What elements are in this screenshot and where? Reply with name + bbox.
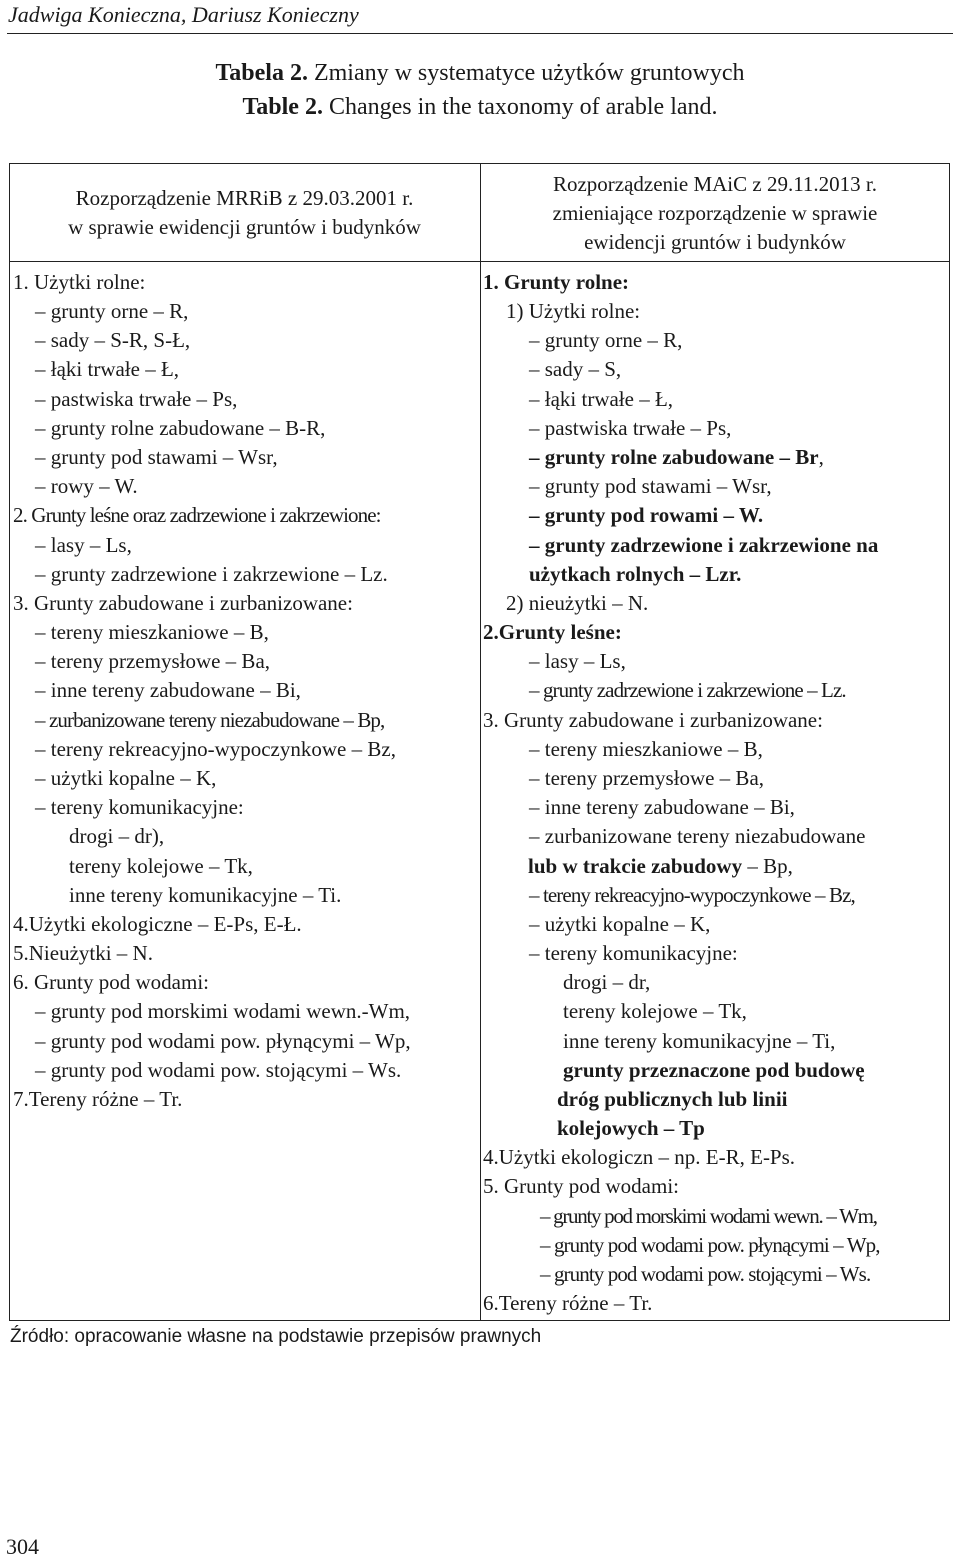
title-pl: Tabela 2. Zmiany w systematyce użytków gruntowych [215, 60, 745, 86]
list-item: – zurbanizowane tereny niezabudowane – Bp, [35, 708, 385, 732]
list-item: – grunty pod stawami – Wsr, [529, 474, 772, 498]
list-item: – grunty rolne zabudowane – B-R, [35, 416, 326, 440]
list-item: – pastwiska trwałe – Ps, [529, 416, 732, 440]
page-number: 304 [6, 1534, 39, 1559]
list-item: – tereny przemysłowe – Ba, [529, 766, 765, 790]
list-item: 3. Grunty zabudowane i zurbanizowane: [483, 708, 823, 732]
title-en: Table 2. Changes in the taxonomy of arable land. [242, 94, 718, 120]
list-item: tereny kolejowe – Tk, [69, 854, 253, 878]
list-item: 6. Grunty pod wodami: [13, 970, 209, 994]
list-item: – grunty pod morskimi wodami wewn. – Wm, [540, 1204, 877, 1228]
list-item: – grunty pod wodami pow. płynącymi – Wp, [35, 1029, 411, 1053]
list-item: grunty przeznaczone pod budowę [563, 1058, 865, 1082]
list-item: – lasy – Ls, [529, 649, 626, 673]
list-item: 1) Użytki rolne: [506, 299, 641, 323]
list-item: – tereny mieszkaniowe – B, [529, 737, 763, 761]
list-item: – grunty pod wodami pow. płynącymi – Wp, [540, 1233, 880, 1257]
list-item: – pastwiska trwałe – Ps, [35, 387, 238, 411]
list-item: użytkach rolnych – Lzr. [529, 562, 742, 586]
list-item: – inne tereny zabudowane – Bi, [35, 678, 301, 702]
list-item: 4.Użytki ekologiczn – np. E-R, E-Ps. [483, 1145, 796, 1169]
list-item: 2) nieużytki – N. [506, 591, 649, 615]
list-item: 5.Nieużytki – N. [13, 941, 153, 965]
list-item: – sady – S, [529, 357, 622, 381]
list-item: – grunty pod wodami pow. stojącymi – Ws. [35, 1058, 402, 1082]
list-item: inne tereny komunikacyjne – Ti, [563, 1029, 836, 1053]
header-divider [9, 261, 950, 262]
list-item: lub w trakcie zabudowy – Bp, [528, 854, 793, 878]
list-item: – grunty zadrzewione i zakrzewione – Lz. [529, 678, 846, 702]
list-item: inne tereny komunikacyjne – Ti. [69, 883, 342, 907]
list-item: – grunty orne – R, [529, 328, 683, 352]
list-item: tereny kolejowe – Tk, [563, 999, 747, 1023]
list-item: – zurbanizowane tereny niezabudowane [529, 824, 866, 848]
list-item: – użytki kopalne – K, [35, 766, 217, 790]
list-item: – grunty pod stawami – Wsr, [35, 445, 278, 469]
list-item: 5. Grunty pod wodami: [483, 1174, 679, 1198]
column-divider [480, 163, 481, 1321]
left-column-header: Rozporządzenie MRRiB z 29.03.2001 r. w sprawie ewidencji gruntów i budynków [68, 186, 421, 239]
list-item: – grunty orne – R, [35, 299, 189, 323]
list-item: – inne tereny zabudowane – Bi, [529, 795, 795, 819]
list-item: – tereny komunikacyjne: [529, 941, 738, 965]
right-column-header: Rozporządzenie MAiC z 29.11.2013 r. zmieniające rozporządzenie w sprawie ewidencji gruntów i budynków [552, 172, 878, 254]
list-item: kolejowych – Tp [557, 1116, 705, 1140]
list-item: – użytki kopalne – K, [529, 912, 711, 936]
list-item: dróg publicznych lub linii [557, 1087, 788, 1111]
list-item: – tereny komunikacyjne: [35, 795, 244, 819]
list-item: 2. Grunty leśne oraz zadrzewione i zakrzewione: [13, 503, 381, 527]
list-item: – grunty pod rowami – W. [529, 503, 764, 527]
list-item: – grunty pod morskimi wodami wewn.-Wm, [35, 999, 411, 1023]
list-item: – grunty rolne zabudowane – Br, [529, 445, 824, 469]
list-item: 1. Użytki rolne: [13, 270, 146, 294]
list-item: – tereny przemysłowe – Ba, [35, 649, 271, 673]
list-item: – tereny rekreacyjno-wypoczynkowe – Bz, [35, 737, 396, 761]
list-item: 6.Tereny różne – Tr. [483, 1291, 653, 1315]
list-item: – łąki trwałe – Ł, [529, 387, 674, 411]
list-item: 3. Grunty zabudowane i zurbanizowane: [13, 591, 353, 615]
list-item: – łąki trwałe – Ł, [35, 357, 180, 381]
list-item: – grunty zadrzewione i zakrzewione na [529, 533, 879, 557]
list-item: – tereny mieszkaniowe – B, [35, 620, 269, 644]
list-item: 4.Użytki ekologiczne – E-Ps, E-Ł. [13, 912, 302, 936]
list-item: – lasy – Ls, [35, 533, 132, 557]
list-item: drogi – dr), [69, 824, 165, 848]
table-title [0, 56, 960, 124]
list-item: – tereny rekreacyjno-wypoczynkowe – Bz, [529, 883, 855, 907]
list-item: 7.Tereny różne – Tr. [13, 1087, 183, 1111]
list-item: – grunty pod wodami pow. stojącymi – Ws. [540, 1262, 871, 1286]
list-item: 1. Grunty rolne: [483, 270, 630, 294]
running-header-authors: Jadwiga Konieczna, Dariusz Konieczny [8, 2, 359, 27]
list-item: – grunty zadrzewione i zakrzewione – Lz. [35, 562, 388, 586]
list-item: drogi – dr, [563, 970, 651, 994]
list-item: – rowy – W. [35, 474, 138, 498]
list-item: 2.Grunty leśne: [483, 620, 622, 644]
list-item: – sady – S-R, S-Ł, [35, 328, 191, 352]
source-note: Źródło: opracowanie własne na podstawie przepisów prawnych [10, 1326, 542, 1347]
header-rule [7, 33, 953, 34]
